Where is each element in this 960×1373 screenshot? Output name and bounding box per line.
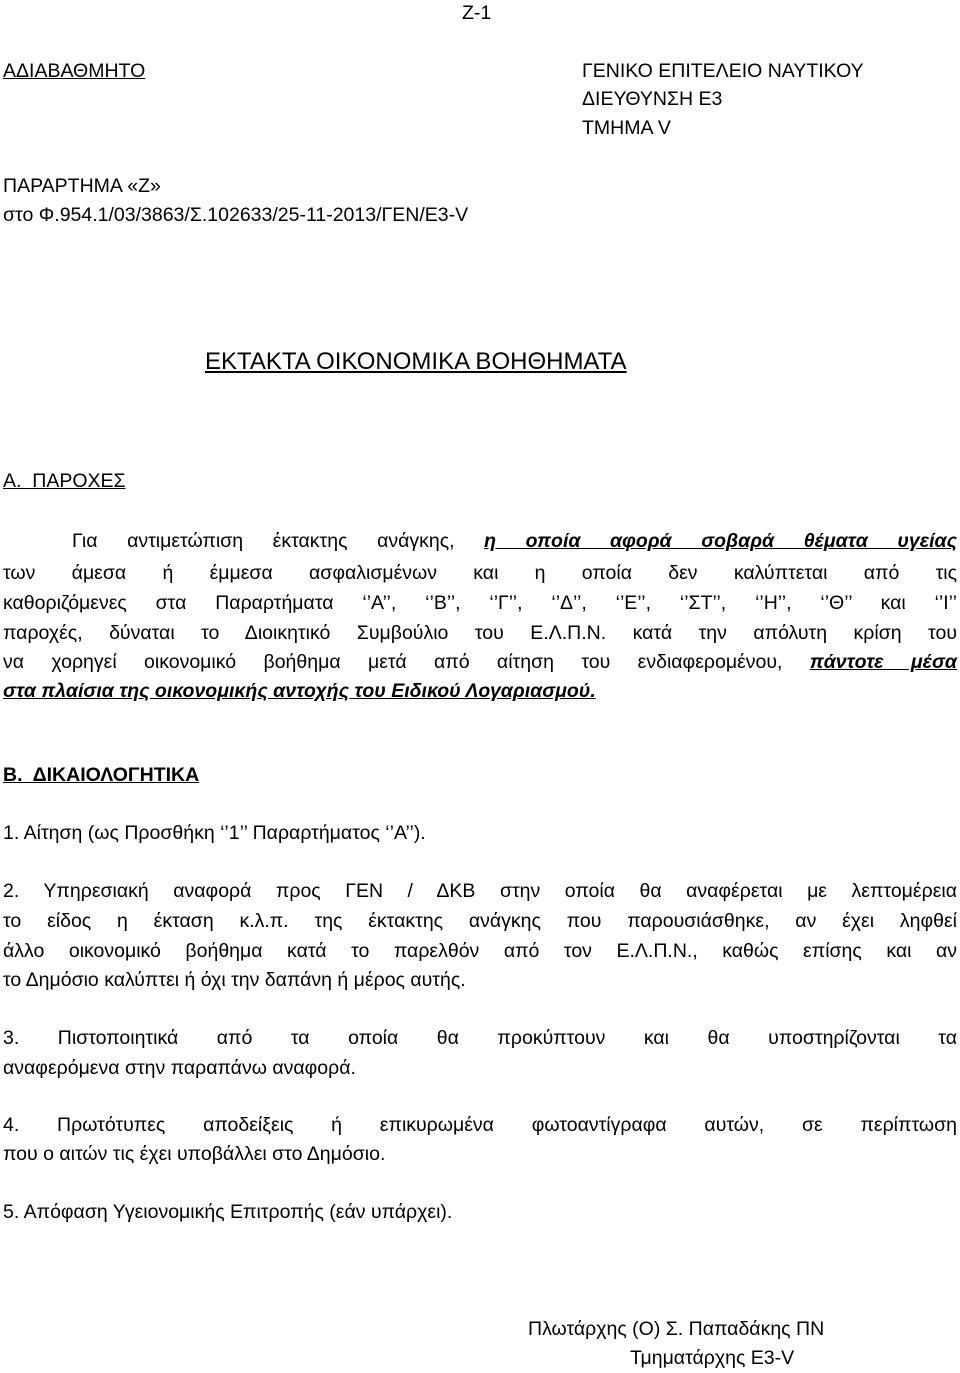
issuer-line-2: ΔΙΕΥΘΥΝΣΗ Ε3 bbox=[582, 88, 723, 110]
section-a-line-1 bbox=[72, 530, 957, 553]
list-item-2-line-3: άλλο οικονομικό βοήθημα κατά το παρελθόν από τον Ε.Λ.Π.Ν., καθώς επίσης και αν bbox=[3, 940, 957, 962]
list-item-2-line-4: το Δημόσιο καλύπτει ή όχι την δαπάνη ή μέρος αυτής. bbox=[3, 969, 466, 991]
section-a-emphasis-2: πάντοτε μέσα bbox=[809, 651, 957, 673]
section-b-heading: Β. ΔΙΚΑΙΟΛΟΓΗΤΙΚΑ bbox=[3, 764, 200, 786]
list-item-2-line-2: το είδος η έκταση κ.λ.π. της έκτακτης ανάγκης που παρουσιάσθηκε, αν έχει ληφθεί bbox=[3, 910, 957, 932]
list-item-3-line-2: αναφερόμενα στην παραπάνω αναφορά. bbox=[3, 1057, 356, 1079]
section-a-line-2: των άμεσα ή έμμεσα ασφαλισμένων και η οποία δεν καλύπτεται από τις bbox=[3, 562, 957, 584]
list-item-2-line-1: 2. Υπηρεσιακή αναφορά προς ΓΕΝ / ΔΚΒ στην οποία θα αναφέρεται με λεπτομέρεια bbox=[3, 880, 957, 902]
section-a-line-3: καθοριζόμενες στα Παραρτήματα ‘’Α’’, ‘’Β’’, ‘’Γ’’, ‘’Δ’’, ‘’Ε’’, ‘’ΣΤ’’, ‘’Η’’, ‘’Θ’’ και ‘’Ι’’ bbox=[3, 592, 957, 614]
list-item-4-line-2: που ο αιτών τις έχει υποβάλλει στο Δημόσιο. bbox=[3, 1143, 386, 1165]
section-a-heading: Α. ΠΑΡΟΧΕΣ bbox=[3, 470, 126, 492]
list-item-3-line-1: 3. Πιστοποιητικά από τα οποία θα προκύπτουν και θα υποστηρίζονται τα bbox=[3, 1027, 957, 1049]
section-a-line-4: παροχές, δύναται το Διοικητικό Συμβούλιο του Ε.Λ.Π.Ν. κατά την απόλυτη κρίση του bbox=[3, 622, 957, 644]
list-item-4-line-1: 4. Πρωτότυπες αποδείξεις ή επικυρωμένα φωτοαντίγραφα αυτών, σε περίπτωση bbox=[3, 1114, 957, 1136]
signatory-role: Τμηματάρχης Ε3-V bbox=[630, 1347, 795, 1369]
section-a-line-5-text: να χορηγεί οικονομικό βοήθημα μετά από αίτηση του ενδιαφερομένου, bbox=[3, 651, 810, 673]
annex-reference: στο Φ.954.1/03/3863/Σ.102633/25-11-2013/ΓΕΝ/Ε3-V bbox=[3, 204, 469, 226]
document-title: ΕΚΤΑΚΤΑ ΟΙΚΟΝΟΜΙΚΑ ΒΟΗΘΗΜΑΤΑ bbox=[205, 348, 627, 375]
section-a-lead-text: Για αντιμετώπιση έκτακτης ανάγκης, bbox=[72, 530, 485, 552]
page-number: Z-1 bbox=[462, 2, 492, 24]
section-a-emphasis-3: στα πλαίσια της οικονομικής αντοχής του Ειδικού Λογαριασμού. bbox=[3, 680, 596, 702]
section-a-emphasis-1: η οποία αφορά σοβαρά θέματα υγείας bbox=[484, 530, 957, 552]
section-a-line-5 bbox=[3, 651, 957, 674]
list-item-5: 5. Απόφαση Υγειονομικής Επιτροπής (εάν υπάρχει). bbox=[3, 1201, 453, 1223]
issuer-line-3: ΤΜΗΜΑ V bbox=[582, 117, 671, 139]
signatory-name: Πλωτάρχης (Ο) Σ. Παπαδάκης ΠΝ bbox=[528, 1318, 825, 1340]
list-item-1: 1. Αίτηση (ως Προσθήκη ‘’1’’ Παραρτήματος ‘’Α’’). bbox=[3, 822, 426, 844]
classification-label: ΑΔΙΑΒΑΘΜΗΤΟ bbox=[3, 60, 146, 82]
issuer-line-1: ΓΕΝΙΚΟ ΕΠΙΤΕΛΕΙΟ ΝΑΥΤΙΚΟΥ bbox=[582, 60, 864, 82]
annex-title: ΠΑΡΑΡΤΗΜΑ «Ζ» bbox=[3, 175, 161, 197]
